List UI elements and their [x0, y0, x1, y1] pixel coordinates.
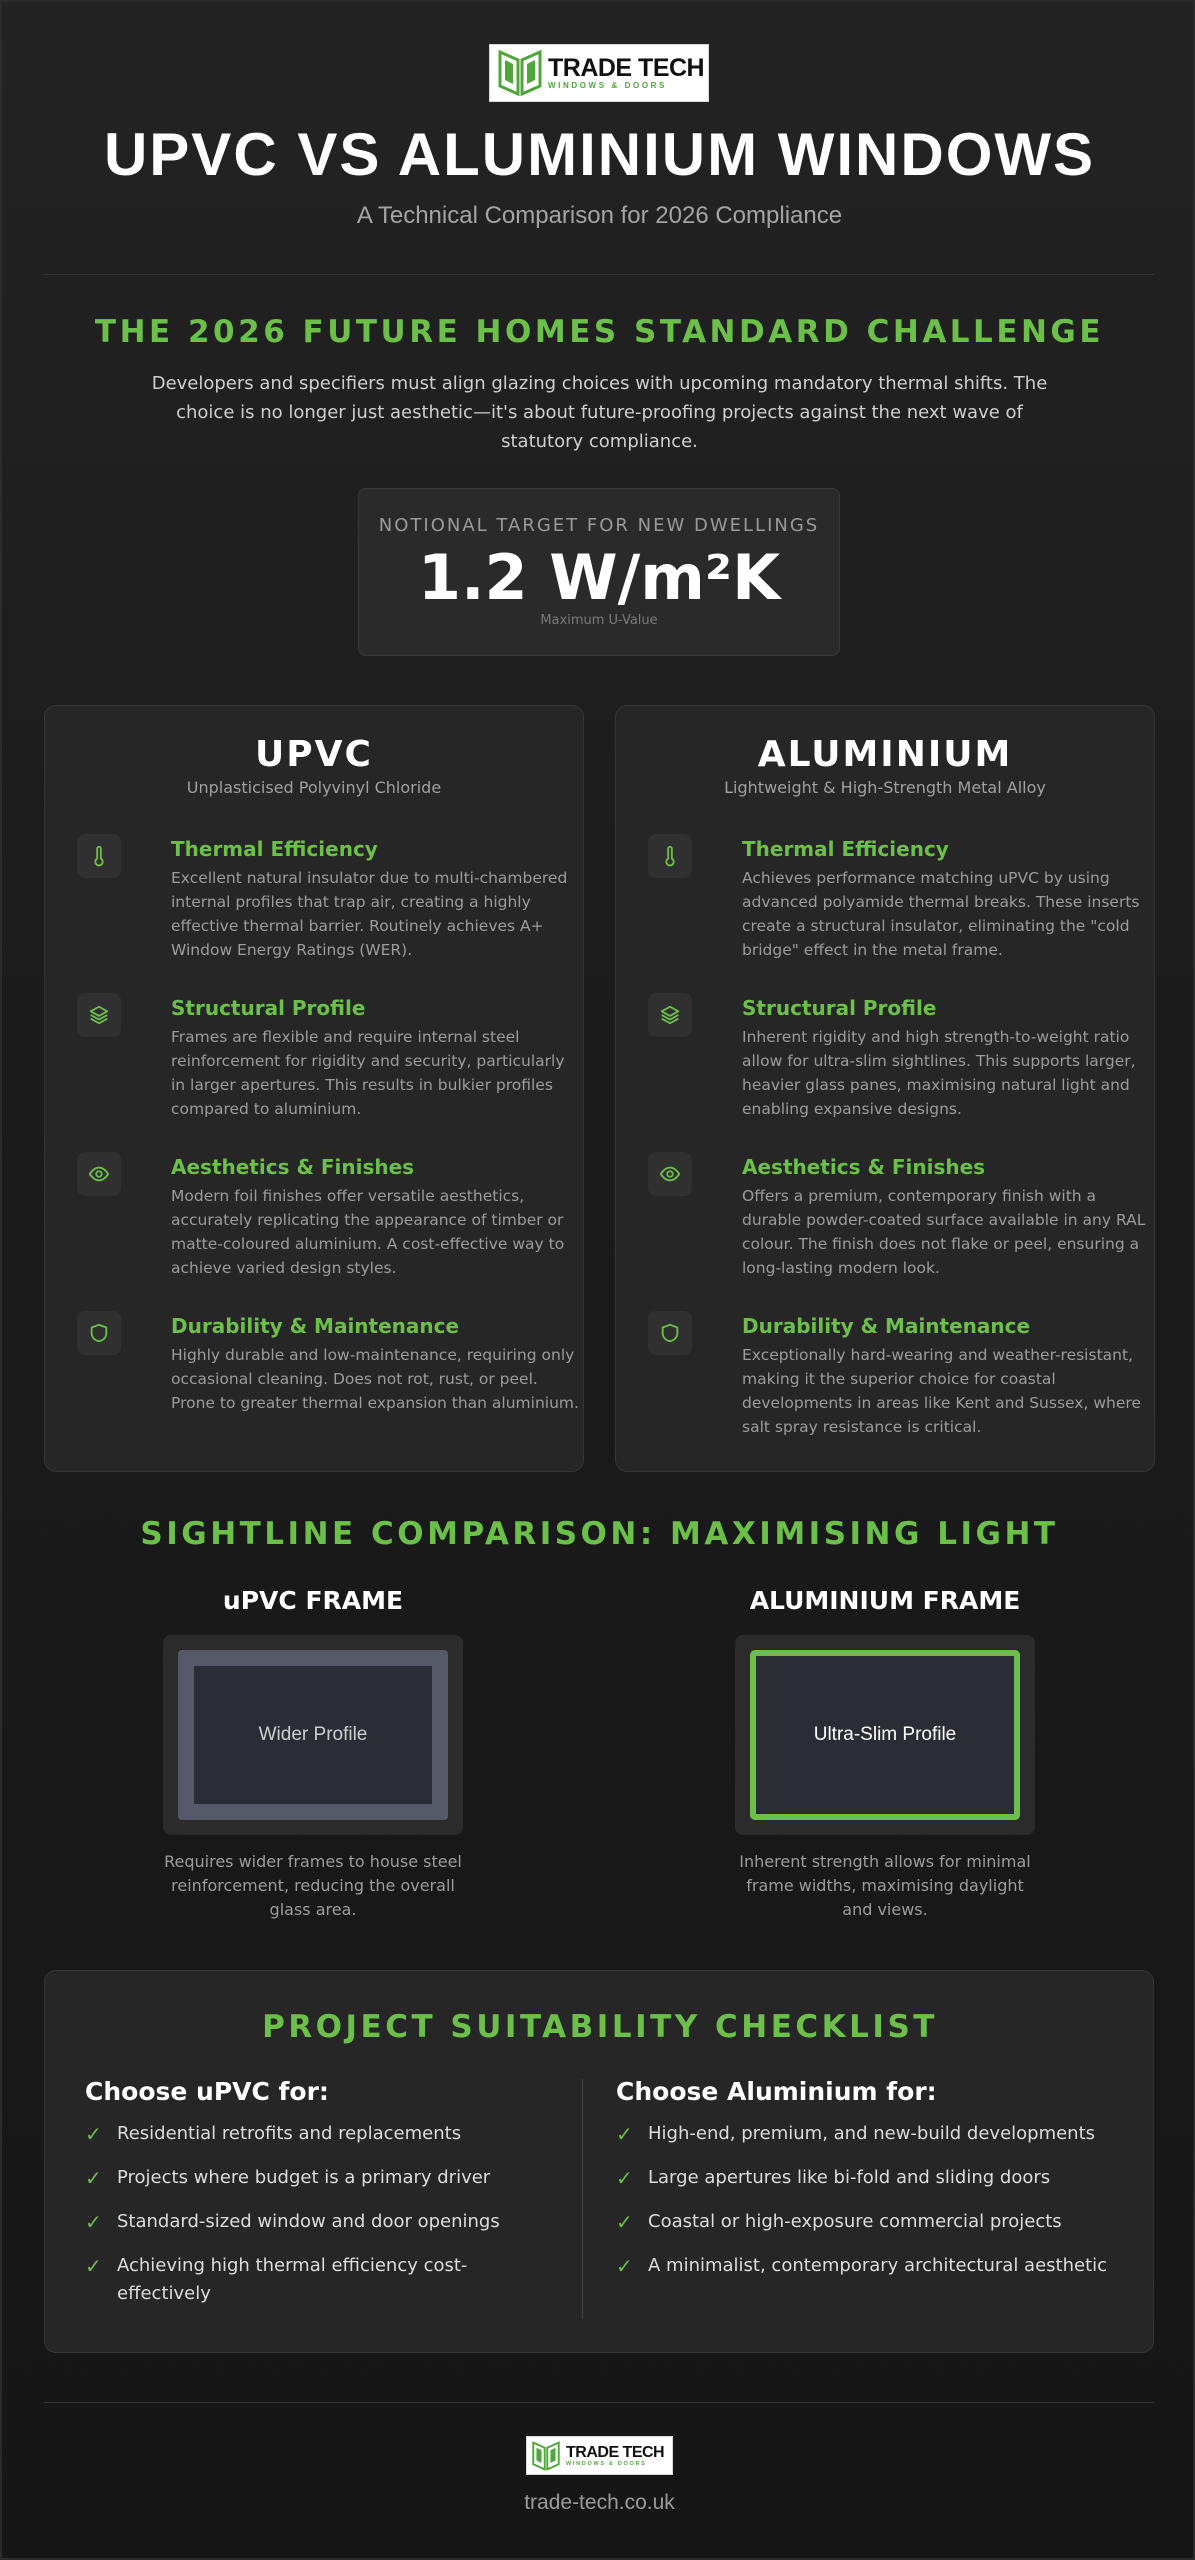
shield-icon — [77, 1311, 121, 1355]
feature-desc: Highly durable and low-maintenance, requiring only occasional cleaning. Does not rot, rust, or peel. Prone to greater thermal expansion than aluminium. — [171, 1346, 579, 1412]
card-title: UPVC — [255, 734, 373, 775]
thermometer-icon — [648, 834, 692, 878]
feature-title: Structural Profile — [742, 996, 937, 1020]
target-value: 1.2 W/m²K — [417, 541, 781, 614]
check-icon: ✓ — [616, 2166, 633, 2190]
page-subtitle: A Technical Comparison for 2026 Compliance — [356, 202, 843, 229]
upvc-glass: Wider Profile — [194, 1666, 432, 1804]
feature-desc: Inherent rigidity and high strength-to-weight ratio allow for ultra-slim sightlines. This supports larger, heavier glass panes, maximising natural light and enabling expansive designs. — [742, 1028, 1136, 1118]
feature-desc: Offers a premium, contemporary finish with a durable powder-coated surface available in any RAL colour. The finish does not flake or peel, ensuring a long-lasting modern look. — [742, 1187, 1146, 1277]
aluminium-card — [615, 705, 1155, 1472]
check-icon: ✓ — [85, 2254, 102, 2278]
list-item: ✓ A minimalist, contemporary architectural aesthetic — [616, 2254, 1108, 2278]
upvc-frame-label: uPVC FRAME — [222, 1586, 404, 1615]
aluminium-checklist — [616, 2077, 1116, 2296]
aluminium-frame-diagram — [735, 1635, 1035, 1835]
eye-icon — [77, 1152, 121, 1196]
logo-tagline: WINDOWS & DOORS — [548, 81, 667, 90]
list-item: ✓ Projects where budget is a primary driver — [85, 2166, 491, 2190]
check-icon: ✓ — [616, 2210, 633, 2234]
suitability-checklist — [44, 1970, 1154, 2353]
checklist-column-title: Choose Aluminium for: — [616, 2077, 937, 2106]
feature-desc: Exceptionally hard-wearing and weather-resistant, making it the superior choice for coastal developments in areas like Kent and Sussex, where salt spray resistance is critical. — [742, 1346, 1141, 1436]
feature-title: Durability & Maintenance — [171, 1314, 460, 1338]
feature-title: Durability & Maintenance — [742, 1314, 1031, 1338]
list-item: ✓ Residential retrofits and replacements — [85, 2122, 462, 2146]
check-icon: ✓ — [616, 2254, 633, 2278]
aluminium-frame-label: ALUMINIUM FRAME — [749, 1586, 1021, 1615]
card-title: ALUMINIUM — [757, 734, 1013, 775]
feature-title: Thermal Efficiency — [171, 837, 378, 861]
card-subtitle: Lightweight & High-Strength Metal Alloy — [724, 778, 1046, 797]
upvc-card — [44, 705, 584, 1472]
check-icon: ✓ — [85, 2166, 102, 2190]
checklist-column-title: Choose uPVC for: — [85, 2077, 329, 2106]
list-item: ✓ Large apertures like bi-fold and sliding doors — [616, 2166, 1051, 2190]
feature-title: Thermal Efficiency — [742, 837, 949, 861]
feature-desc: Excellent natural insulator due to multi-chambered internal profiles that trap air, creating a highly effective thermal barrier. Routinely achieves A+ Window Energy Ratings (WER). — [171, 869, 568, 959]
sightline-heading: SIGHTLINE COMPARISON: MAXIMISING LIGHT — [140, 1516, 1059, 1552]
feature-desc: Modern foil finishes offer versatile aesthetics, accurately replicating the appearance of timber or matte-coloured aluminium. A cost-effective way to achieve varied design styles. — [171, 1187, 565, 1277]
list-item: ✓ High-end, premium, and new-build developments — [616, 2122, 1096, 2146]
check-icon: ✓ — [616, 2122, 633, 2146]
eye-icon — [648, 1152, 692, 1196]
checklist-divider — [582, 2079, 583, 2319]
check-icon: ✓ — [85, 2210, 102, 2234]
feature-title: Structural Profile — [171, 996, 366, 1020]
aluminium-frame-desc: Inherent strength allows for minimal frame widths, maximising daylight and views. — [739, 1852, 1031, 1919]
list-item: ✓ Achieving high thermal efficiency cost-effectively — [85, 2254, 468, 2304]
feature-title: Aesthetics & Finishes — [171, 1155, 415, 1179]
logo-mark-icon — [498, 50, 542, 96]
target-label: NOTIONAL TARGET FOR NEW DWELLINGS — [378, 515, 820, 536]
feature-title: Aesthetics & Finishes — [742, 1155, 986, 1179]
brand-logo — [489, 44, 709, 102]
check-icon: ✓ — [85, 2122, 102, 2146]
u-value-target-box — [358, 488, 840, 656]
logo-name: TRADE TECH — [548, 54, 705, 82]
page-title: UPVC VS ALUMINIUM WINDOWS — [103, 121, 1096, 188]
checklist-heading: PROJECT SUITABILITY CHECKLIST — [262, 2009, 938, 2045]
card-subtitle: Unplasticised Polyvinyl Chloride — [186, 778, 442, 797]
logo-name: TRADE TECH — [566, 2443, 665, 2461]
feature-desc: Frames are flexible and require internal steel reinforcement for rigidity and security, particularly in larger apertures. This results in bulkier profiles compared to aluminium. — [171, 1028, 565, 1118]
upvc-frame — [178, 1650, 448, 1820]
list-item: ✓ Coastal or high-exposure commercial projects — [616, 2210, 1062, 2234]
upvc-frame-diagram — [163, 1635, 463, 1835]
feature-desc: Achieves performance matching uPVC by using advanced polyamide thermal breaks. These inserts create a structural insulator, eliminating the "cold bridge" effect in the metal frame. — [742, 869, 1140, 959]
footer-divider — [44, 2402, 1154, 2403]
logo-tagline: WINDOWS & DOORS — [566, 2460, 647, 2467]
section-divider — [44, 274, 1154, 275]
challenge-heading: THE 2026 FUTURE HOMES STANDARD CHALLENGE — [94, 314, 1105, 350]
list-item: ✓ Standard-sized window and door openings — [85, 2210, 500, 2234]
thermometer-icon — [77, 834, 121, 878]
layers-icon — [648, 993, 692, 1037]
layers-icon — [77, 993, 121, 1037]
upvc-frame-desc: Requires wider frames to house steel reinforcement, reducing the overall glass area. — [164, 1852, 462, 1919]
upvc-checklist — [85, 2077, 585, 2324]
website-link[interactable]: trade-tech.co.uk — [524, 2491, 675, 2514]
challenge-body: Developers and specifiers must align glazing choices with upcoming mandatory thermal shifts. The choice is no longer just aesthetic—it's about future-proofing projects against the next wave of statutory compliance. — [151, 373, 1048, 452]
target-note: Maximum U-Value — [540, 613, 658, 628]
shield-icon — [648, 1311, 692, 1355]
footer-logo — [526, 2436, 673, 2475]
logo-mark-icon — [532, 2441, 560, 2471]
aluminium-frame: Ultra-Slim Profile — [750, 1650, 1020, 1820]
